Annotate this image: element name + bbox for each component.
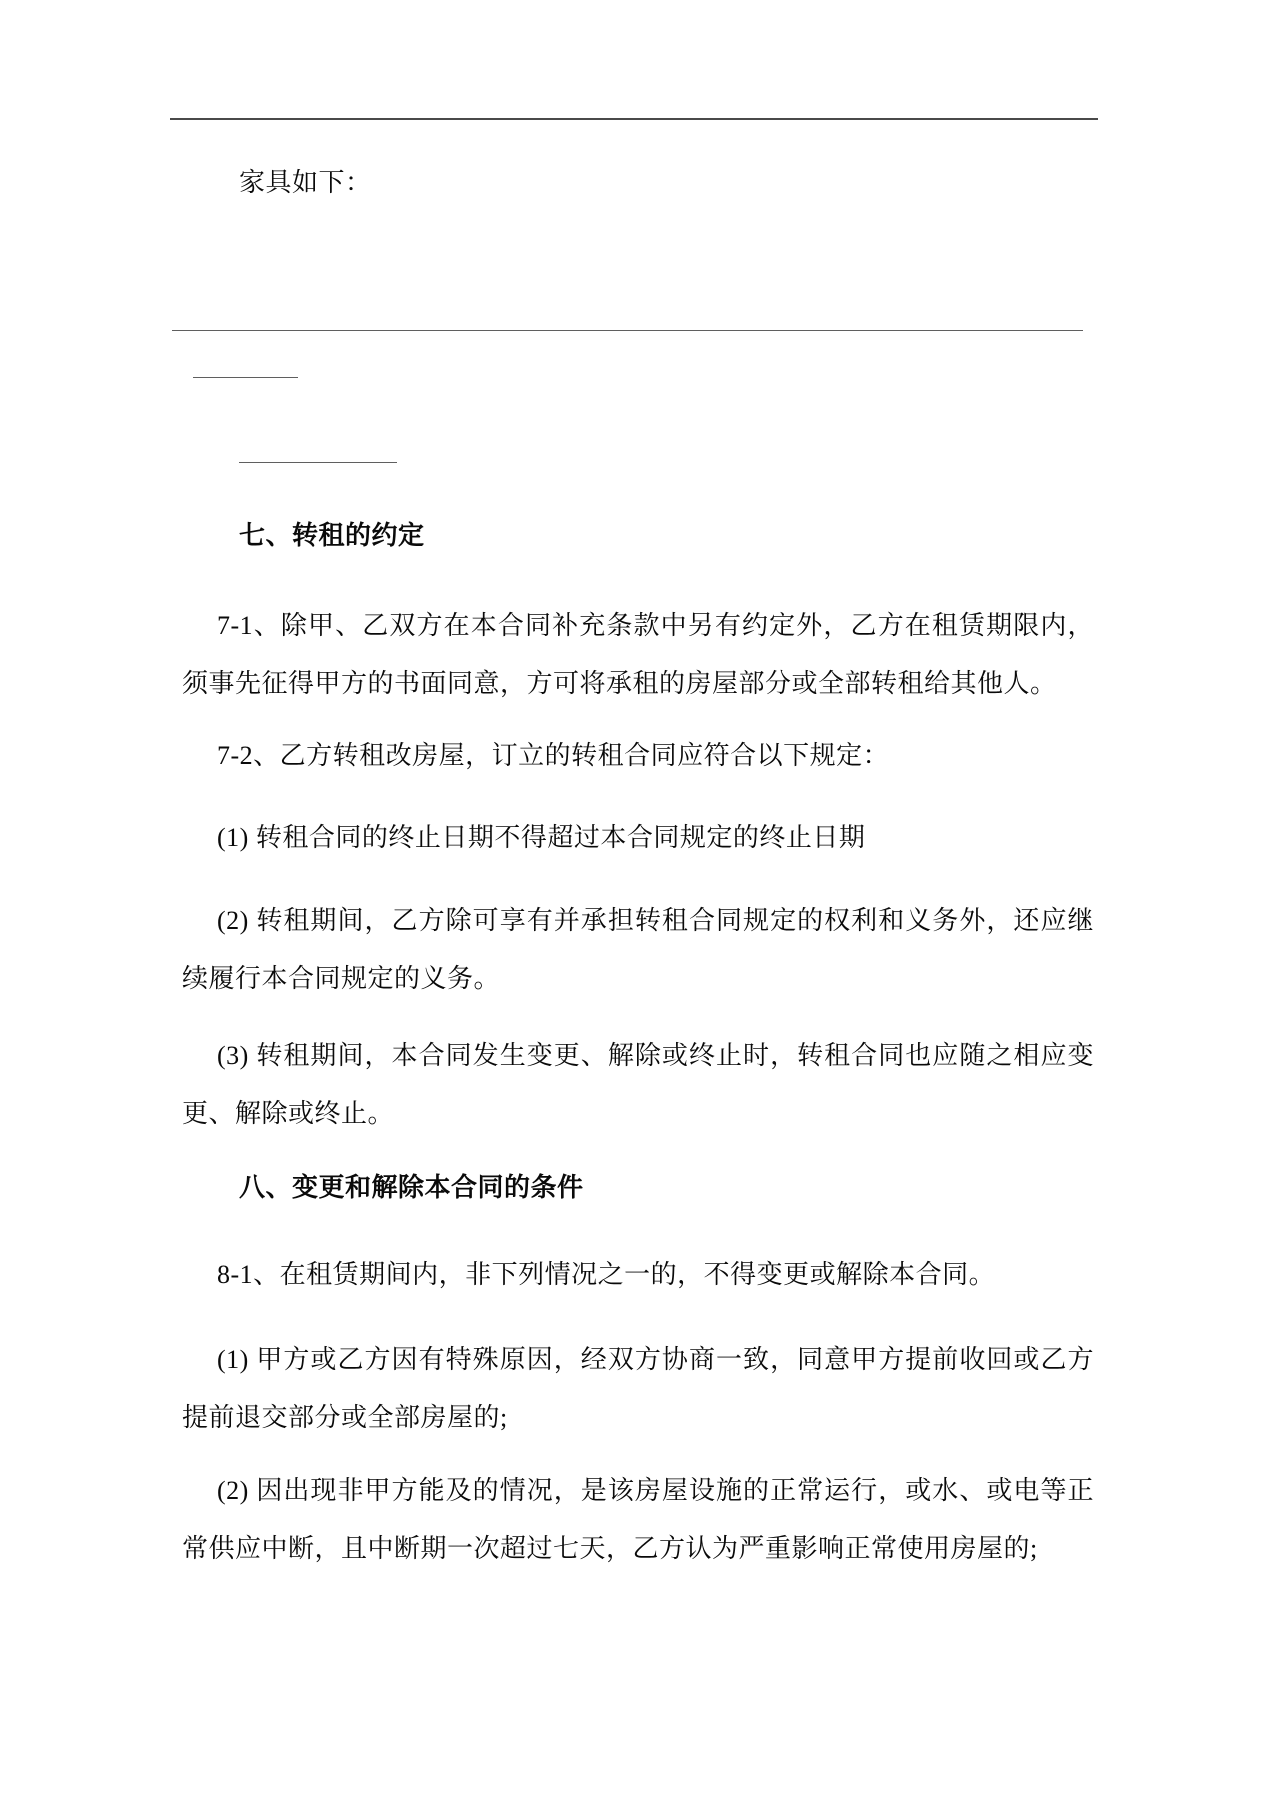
text-line: 8-1、在租赁期间内，非下列情况之一的，不得变更或解除本合同。 xyxy=(217,1260,996,1289)
text-line: 7-1、除甲、乙双方在本合同补充条款中另有约定外，乙方在租赁期限内， xyxy=(217,611,1094,640)
section-heading-8 xyxy=(182,1159,1094,1217)
heading-text: 八、变更和解除本合同的条件 xyxy=(239,1173,584,1202)
text-line: (1) 转租合同的终止日期不得超过本合同规定的终止日期 xyxy=(217,823,866,852)
clause-7-2-item-2 xyxy=(182,892,1094,1008)
paragraph-8-1 xyxy=(182,1246,1094,1304)
text-line: (1) 甲方或乙方因有特殊原因，经双方协商一致，同意甲方提前收回或乙方 xyxy=(217,1345,1094,1374)
header-divider-rule xyxy=(170,118,1098,120)
heading-text: 七、转租的约定 xyxy=(239,521,425,550)
text-line: 须事先征得甲方的书面同意，方可将承租的房屋部分或全部转租给其他人。 xyxy=(182,669,1057,698)
text-line: 续履行本合同规定的义务。 xyxy=(182,964,501,993)
paragraph-furniture-intro xyxy=(182,154,1094,212)
clause-8-1-item-2 xyxy=(182,1462,1094,1578)
text-line: (3) 转租期间，本合同发生变更、解除或终止时，转租合同也应随之相应变 xyxy=(217,1041,1094,1070)
text-line: 更、解除或终止。 xyxy=(182,1099,395,1128)
section-heading-7 xyxy=(182,507,1094,565)
blank-underline-1 xyxy=(172,330,1083,331)
paragraph-7-1 xyxy=(182,597,1094,713)
clause-7-2-item-1 xyxy=(182,809,1094,867)
blank-underline-2 xyxy=(193,377,298,378)
paragraph-7-2 xyxy=(182,727,1094,785)
text-line: 7-2、乙方转租改房屋，订立的转租合同应符合以下规定： xyxy=(217,741,890,770)
text-line: (2) 因出现非甲方能及的情况，是该房屋设施的正常运行，或水、或电等正 xyxy=(217,1476,1094,1505)
blank-underline-3 xyxy=(239,462,397,463)
text-line: (2) 转租期间，乙方除可享有并承担转租合同规定的权利和义务外，还应继 xyxy=(217,906,1094,935)
clause-7-2-item-3 xyxy=(182,1027,1094,1143)
clause-8-1-item-1 xyxy=(182,1331,1094,1447)
text-line: 常供应中断，且中断期一次超过七天，乙方认为严重影响正常使用房屋的; xyxy=(182,1534,1038,1563)
text-line: 家具如下： xyxy=(239,168,372,197)
text-line: 提前退交部分或全部房屋的; xyxy=(182,1403,508,1432)
